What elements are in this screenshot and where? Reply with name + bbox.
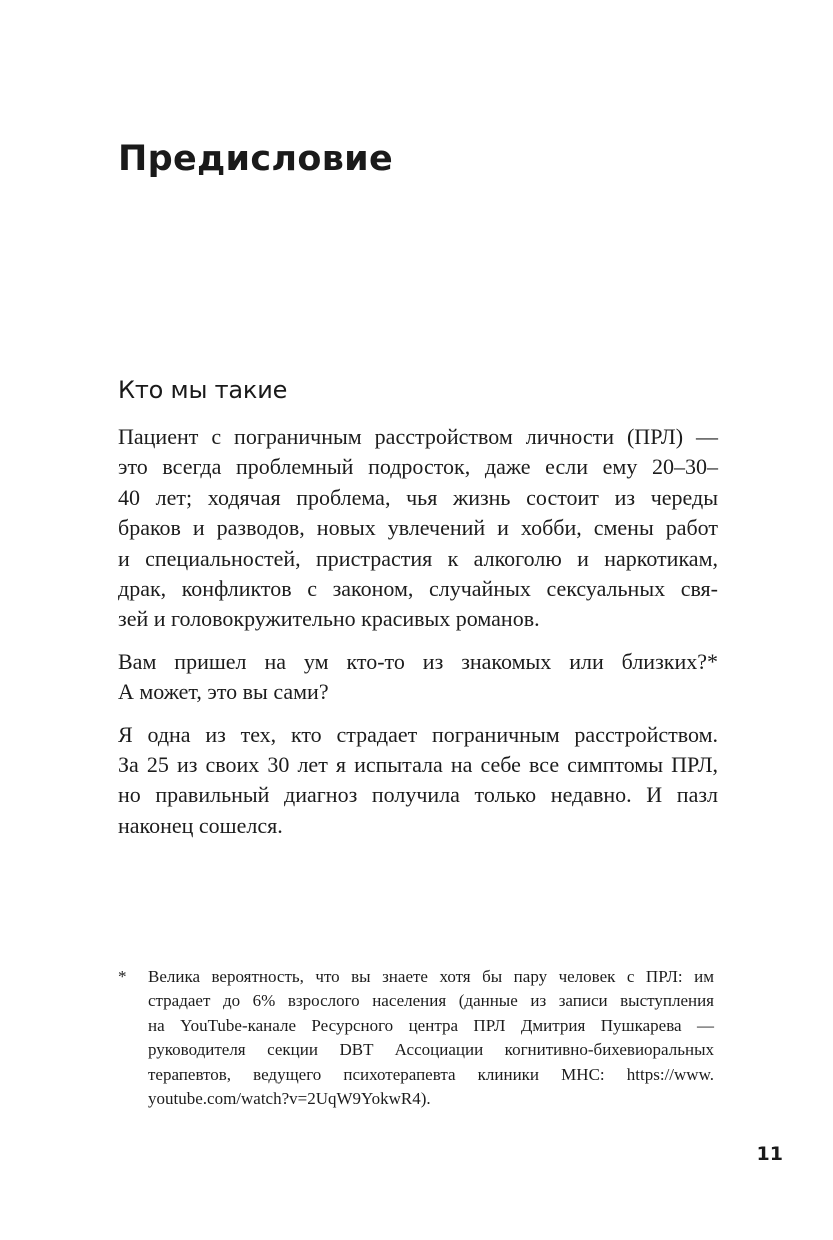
footnote-line: терапевтов, ведущего психотерапевта клиники МНС: https://www. <box>148 1064 714 1084</box>
text-line: это всегда проблемный подросток, даже если ему 20–30– <box>118 454 718 480</box>
footnote-line: страдает до 6% взрослого населения (данные из записи выступления <box>148 991 714 1011</box>
text-line: 40 лет; ходячая проблема, чья жизнь состоит из череды <box>118 484 718 510</box>
page-number: 11 <box>756 1143 783 1165</box>
chapter-title: Предисловие <box>118 139 394 179</box>
text-line: Вам пришел на ум кто-то из знакомых или близких?* <box>118 648 718 674</box>
paragraph <box>118 720 718 842</box>
paragraph <box>118 647 718 708</box>
footnote-marker: * <box>118 967 127 986</box>
paragraph <box>118 422 718 635</box>
text-line: и специальностей, пристрастия к алкоголю и наркотикам, <box>118 545 718 571</box>
footnote <box>118 965 718 1111</box>
text-line: наконец сошелся. <box>118 812 283 838</box>
footnote-line: Велика вероятность, что вы знаете хотя бы пару человек с ПРЛ: им <box>148 967 714 986</box>
footnote-body <box>148 965 714 1111</box>
text-line: Пациент с пограничным расстройством личности (ПРЛ) — <box>118 424 718 449</box>
body-text <box>118 422 718 853</box>
text-line: А может, это вы сами? <box>118 679 329 705</box>
section-heading: Кто мы такие <box>118 376 288 404</box>
text-line: зей и головокружительно красивых романов. <box>118 606 540 632</box>
footnote-line: youtube.com/watch?v=2UqW9YokwR4). <box>148 1089 431 1109</box>
footnote-line: на YouTube-канале Ресурсного центра ПРЛ Дмитрия Пушкарева — <box>148 1015 714 1035</box>
text-line: За 25 из своих 30 лет я испытала на себе все симптомы ПРЛ, <box>118 752 718 778</box>
text-line: браков и разводов, новых увлечений и хобби, смены работ <box>118 515 718 541</box>
text-line: Я одна из тех, кто страдает пограничным расстройством. <box>118 721 718 747</box>
footnote-line: руководителя секции DBT Ассоциации когнитивно-бихевиоральных <box>148 1040 714 1060</box>
text-line: драк, конфликтов с законом, случайных сексуальных свя- <box>118 576 718 602</box>
text-line: но правильный диагноз получила только недавно. И пазл <box>118 782 718 808</box>
